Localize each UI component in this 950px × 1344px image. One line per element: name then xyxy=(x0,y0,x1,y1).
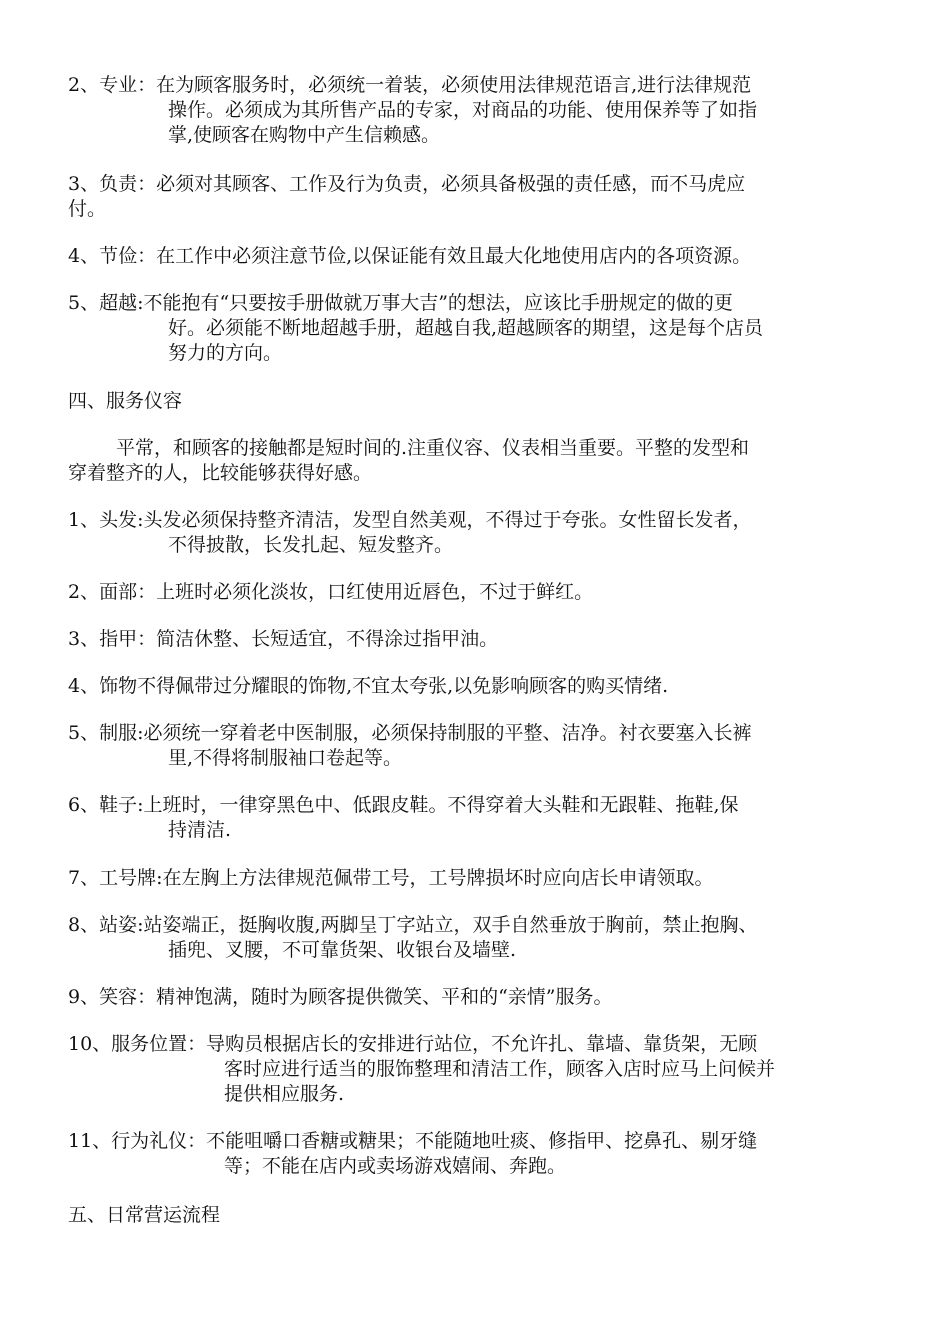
text-line: 好。必须能不断地超越手册，超越自我,超越顾客的期望，这是每个店员 xyxy=(168,317,764,339)
text-line: 平常，和顾客的接触都是短时间的.注重仪容、仪表相当重要。平整的发型和 xyxy=(116,437,750,459)
item-2-professional xyxy=(68,73,883,148)
text-line: 2、面部：上班时必须化淡妆，口红使用近唇色，不过于鲜红。 xyxy=(68,581,594,603)
text-line: 8、站姿:站姿端正，挺胸收腹,两脚呈丁字站立，双手自然垂放于胸前，禁止抱胸、 xyxy=(68,914,758,936)
text-line: 1、头发:头发必须保持整齐清洁，发型自然美观，不得过于夸张。女性留长发者， xyxy=(68,509,752,531)
text-line: 五、日常营运流程 xyxy=(68,1204,221,1226)
appearance-item-badge xyxy=(68,866,883,891)
section-4-heading xyxy=(68,389,883,414)
text-line: 穿着整齐的人，比较能够获得好感。 xyxy=(68,462,373,484)
appearance-item-face xyxy=(68,580,883,605)
text-line: 6、鞋子:上班时，一律穿黑色中、低跟皮鞋。不得穿着大头鞋和无跟鞋、拖鞋,保 xyxy=(68,794,739,816)
text-line: 3、指甲：简洁休整、长短适宜，不得涂过指甲油。 xyxy=(68,628,499,650)
text-line: 客时应进行适当的服饰整理和清洁工作，顾客入店时应马上问候并 xyxy=(224,1058,776,1080)
text-line: 9、笑容：精神饱满，随时为顾客提供微笑、平和的“亲情”服务。 xyxy=(68,986,613,1008)
item-3-responsible xyxy=(68,172,883,222)
appearance-item-uniform xyxy=(68,721,883,771)
text-line: 5、超越:不能抱有“只要按手册做就万事大吉”的想法，应该比手册规定的做的更 xyxy=(68,292,733,314)
text-line: 努力的方向。 xyxy=(168,342,283,364)
appearance-item-etiquette xyxy=(68,1129,883,1179)
text-line: 4、饰物不得佩带过分耀眼的饰物,不宜太夸张,以免影响顾客的购买情绪. xyxy=(68,675,669,697)
appearance-item-accessories xyxy=(68,674,883,699)
text-line: 3、负责：必须对其顾客、工作及行为负责，必须具备极强的责任感，而不马虎应 xyxy=(68,173,746,195)
text-line: 操作。必须成为其所售产品的专家，对商品的功能、使用保养等了如指 xyxy=(168,99,758,121)
item-5-surpass xyxy=(68,291,883,366)
text-line: 等；不能在店内或卖场游戏嬉闹、奔跑。 xyxy=(224,1155,567,1177)
text-line: 插兜、叉腰，不可靠货架、收银台及墙壁. xyxy=(168,939,517,961)
appearance-item-position xyxy=(68,1032,883,1107)
appearance-item-nails xyxy=(68,627,883,652)
intro-paragraph xyxy=(68,436,883,486)
text-line: 2、专业：在为顾客服务时，必须统一着装，必须使用法律规范语言,进行法律规范 xyxy=(68,74,752,96)
text-line: 提供相应服务. xyxy=(224,1083,345,1105)
text-line: 不得披散，长发扎起、短发整齐。 xyxy=(168,534,454,556)
text-line: 4、节俭：在工作中必须注意节俭,以保证能有效且最大化地使用店内的各项资源。 xyxy=(68,245,752,267)
section-5-heading xyxy=(68,1203,883,1228)
appearance-item-shoes xyxy=(68,793,883,843)
text-line: 付。 xyxy=(68,198,107,220)
text-line: 里,不得将制服袖口卷起等。 xyxy=(168,747,403,769)
text-line: 5、制服:必须统一穿着老中医制服，必须保持制服的平整、洁净。衬衣要塞入长裤 xyxy=(68,722,752,744)
text-line: 11、行为礼仪：不能咀嚼口香糖或糖果；不能随地吐痰、修指甲、挖鼻孔、剔牙缝 xyxy=(68,1130,758,1152)
appearance-item-hair xyxy=(68,508,883,558)
text-line: 持清洁. xyxy=(168,819,232,841)
appearance-item-smile xyxy=(68,985,883,1010)
item-4-frugal xyxy=(68,244,883,269)
appearance-item-posture xyxy=(68,913,883,963)
text-line: 7、工号牌:在左胸上方法律规范佩带工号，工号牌损坏时应向店长申请领取。 xyxy=(68,867,714,889)
text-line: 10、服务位置：导购员根据店长的安排进行站位，不允许扎、靠墙、靠货架，无顾 xyxy=(68,1033,758,1055)
text-line: 掌,使顾客在购物中产生信赖感。 xyxy=(168,124,441,146)
text-line: 四、服务仪容 xyxy=(68,390,183,412)
